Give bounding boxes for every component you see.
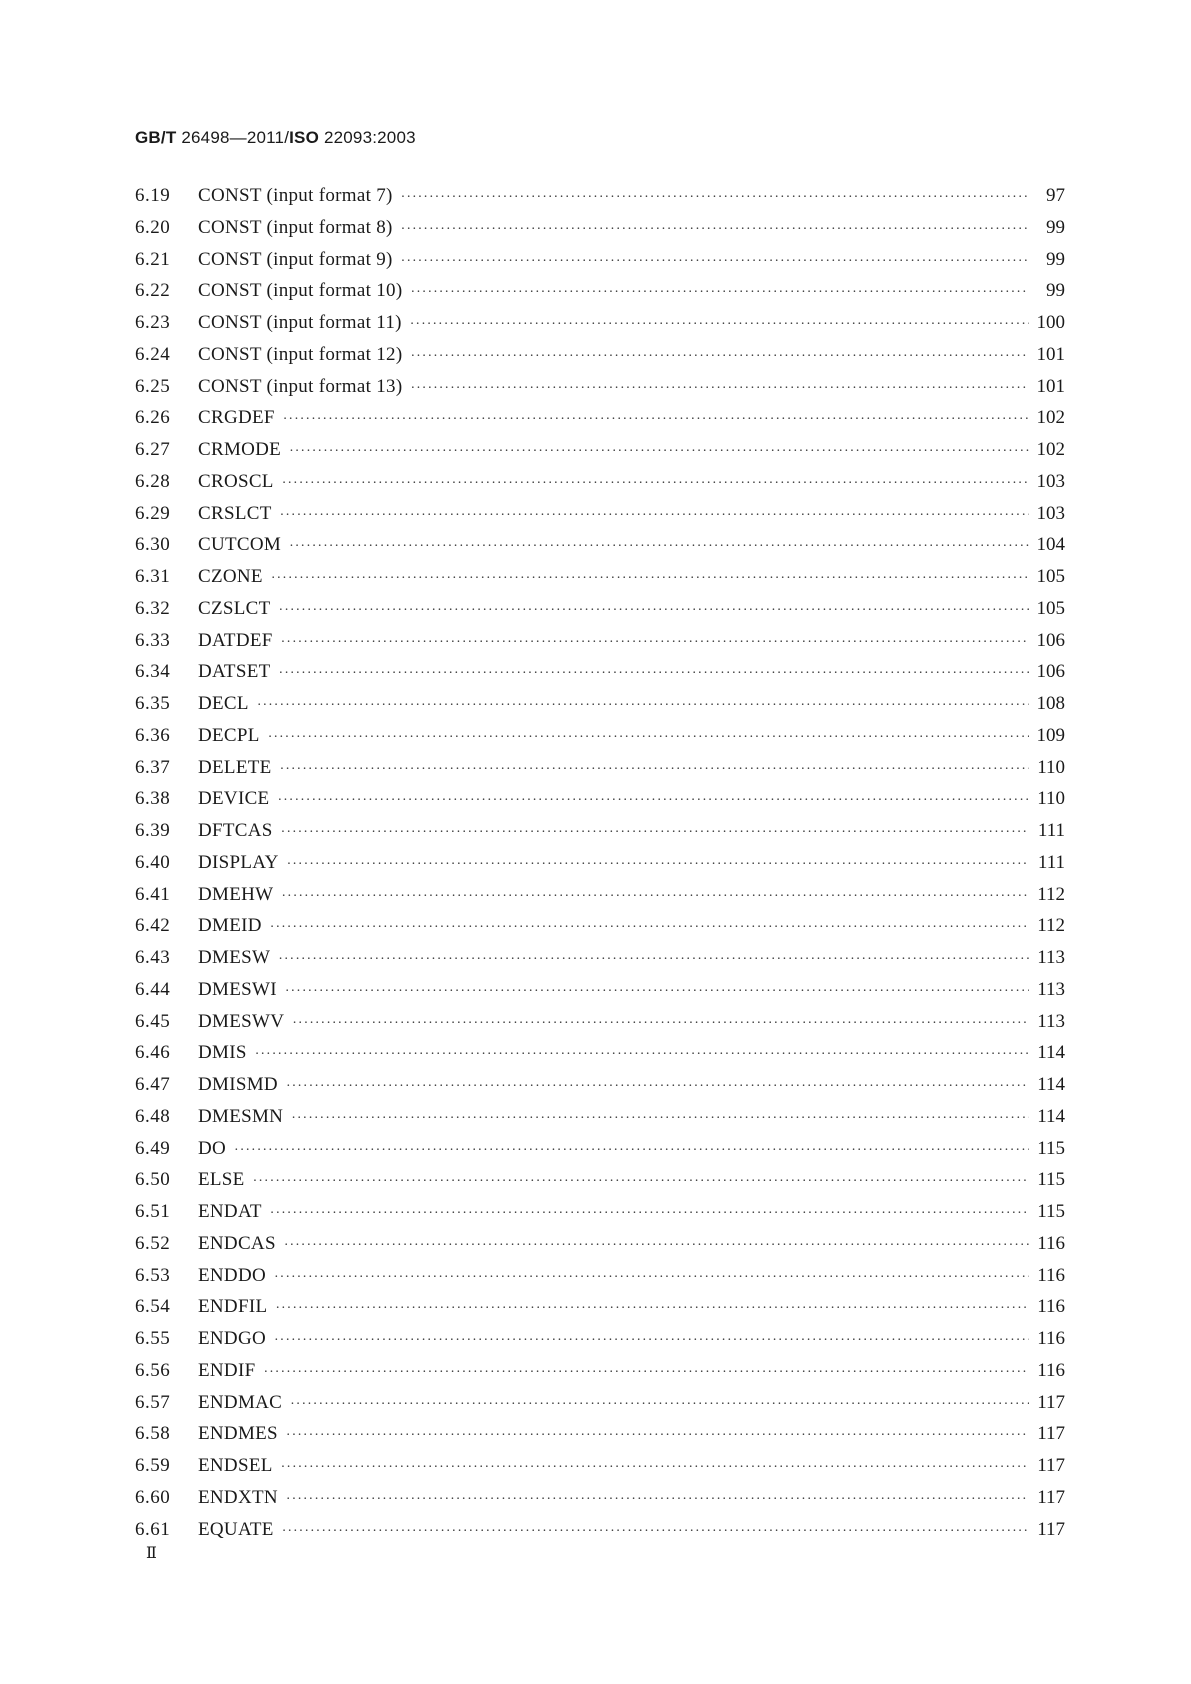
toc-entry-title: DMEID: [198, 915, 262, 937]
toc-dot-leader: [284, 1230, 1029, 1262]
toc-entry-page: 115: [1037, 1169, 1065, 1191]
toc-dot-leader: [270, 1198, 1029, 1230]
toc-entry-number: 6.23: [135, 312, 171, 333]
page-header: [135, 128, 416, 148]
toc-dot-leader: [271, 563, 1029, 595]
toc-entry-title: CRGDEF: [198, 407, 275, 429]
toc-entry-number: 6.54: [135, 1296, 171, 1318]
toc-entry[interactable]: [135, 1037, 1065, 1069]
toc-entry-page: 112: [1037, 915, 1065, 937]
toc-dot-leader: [281, 817, 1029, 849]
toc-entry-number: 6.61: [135, 1518, 171, 1540]
toc-entry-number: 6.59: [135, 1455, 171, 1476]
toc-entry-number: 6.27: [135, 439, 171, 460]
toc-entry-number: 6.33: [135, 629, 171, 651]
toc-entry-title: DMISMD: [198, 1074, 278, 1095]
toc-entry-page: 116: [1037, 1264, 1065, 1286]
toc-entry-page: 117: [1037, 1423, 1065, 1445]
toc-entry-page: 108: [1036, 693, 1065, 714]
toc-dot-leader: [278, 944, 1029, 976]
toc-entry[interactable]: [135, 371, 1065, 403]
toc-entry-title: DECL: [198, 693, 249, 714]
toc-dot-leader: [282, 1516, 1029, 1548]
toc-entry-number: 6.24: [135, 343, 171, 365]
toc-entry[interactable]: [135, 1418, 1065, 1450]
toc-entry-title: DFTCAS: [198, 820, 273, 841]
toc-entry-page: 117: [1037, 1391, 1065, 1413]
toc-entry-title: CROSCL: [198, 470, 274, 492]
toc-dot-leader: [282, 468, 1029, 500]
toc-entry-title: ENDCAS: [198, 1232, 276, 1254]
toc-entry-number: 6.53: [135, 1264, 171, 1286]
toc-entry-title: DELETE: [198, 756, 272, 778]
toc-entry-page: 113: [1037, 978, 1065, 1000]
toc-entry-title: CRSLCT: [198, 502, 272, 524]
toc-entry-title: DATDEF: [198, 629, 273, 651]
toc-dot-leader: [401, 214, 1029, 246]
toc-entry-page: 106: [1036, 629, 1065, 651]
toc-entry-title: ENDSEL: [198, 1455, 273, 1476]
toc-entry[interactable]: [135, 847, 1065, 879]
toc-entry[interactable]: [135, 529, 1065, 561]
toc-entry-page: 114: [1037, 1042, 1065, 1064]
toc-entry-number: 6.47: [135, 1074, 171, 1095]
toc-entry-number: 6.50: [135, 1169, 171, 1191]
toc-entry[interactable]: [135, 656, 1065, 688]
toc-entry-page: 110: [1037, 788, 1065, 810]
toc-entry-title: CONST (input format 11): [198, 312, 402, 333]
toc-dot-leader: [277, 785, 1029, 817]
toc-dot-leader: [268, 722, 1029, 754]
toc-dot-leader: [290, 1389, 1029, 1421]
toc-entry-number: 6.46: [135, 1042, 171, 1064]
toc-entry-page: 110: [1037, 756, 1065, 778]
toc-entry-number: 6.52: [135, 1232, 171, 1254]
toc-entry-number: 6.42: [135, 915, 171, 937]
toc-dot-leader: [280, 754, 1029, 786]
toc-entry-number: 6.58: [135, 1423, 171, 1445]
toc-entry-title: ENDGO: [198, 1328, 266, 1349]
toc-entry-page: 99: [1046, 280, 1065, 302]
toc-entry[interactable]: [135, 783, 1065, 815]
toc-entry-title: ENDMES: [198, 1423, 278, 1445]
toc-entry[interactable]: [135, 720, 1065, 752]
toc-entry-page: 117: [1037, 1486, 1065, 1508]
toc-entry-page: 117: [1037, 1518, 1065, 1540]
toc-entry-number: 6.43: [135, 947, 171, 968]
toc-entry-number: 6.25: [135, 375, 171, 397]
toc-dot-leader: [289, 531, 1028, 563]
toc-entry[interactable]: [135, 1164, 1065, 1196]
toc-entry[interactable]: [135, 1387, 1065, 1419]
toc-dot-leader: [280, 500, 1029, 532]
toc-entry[interactable]: [135, 1514, 1065, 1546]
toc-entry-page: 106: [1036, 661, 1065, 683]
toc-entry-number: 6.19: [135, 185, 171, 206]
toc-entry-number: 6.21: [135, 248, 171, 270]
toc-dot-leader: [410, 373, 1028, 405]
toc-entry-page: 114: [1037, 1074, 1065, 1095]
toc-entry[interactable]: [135, 815, 1065, 847]
toc-entry-title: CZONE: [198, 566, 263, 587]
toc-entry-number: 6.55: [135, 1328, 171, 1349]
toc-dot-leader: [410, 277, 1029, 309]
toc-entry-page: 116: [1037, 1296, 1065, 1318]
toc-entry[interactable]: [135, 1196, 1065, 1228]
toc-entry-page: 101: [1036, 375, 1065, 397]
toc-entry[interactable]: [135, 1450, 1065, 1482]
toc-entry[interactable]: [135, 752, 1065, 784]
toc-entry-page: 116: [1037, 1359, 1065, 1381]
toc-dot-leader: [263, 1357, 1029, 1389]
toc-dot-leader: [292, 1008, 1029, 1040]
toc-entry-title: EQUATE: [198, 1518, 274, 1540]
toc-entry-page: 111: [1037, 851, 1065, 873]
toc-entry-title: CUTCOM: [198, 534, 282, 556]
toc-entry-number: 6.49: [135, 1137, 171, 1159]
toc-entry-number: 6.40: [135, 851, 171, 873]
toc-dot-leader: [274, 1325, 1029, 1357]
toc-entry-page: 99: [1046, 216, 1065, 238]
toc-entry-number: 6.38: [135, 788, 171, 810]
toc-dot-leader: [255, 1039, 1029, 1071]
toc-entry-number: 6.30: [135, 534, 171, 556]
toc-dot-leader: [286, 1071, 1029, 1103]
toc-entry-page: 100: [1036, 312, 1065, 333]
toc-entry[interactable]: [135, 402, 1065, 434]
toc-dot-leader: [289, 436, 1028, 468]
toc-entry[interactable]: [135, 593, 1065, 625]
toc-dot-leader: [286, 1420, 1029, 1452]
toc-dot-leader: [281, 627, 1029, 659]
toc-entry-number: 6.57: [135, 1391, 171, 1413]
toc-dot-leader: [270, 912, 1029, 944]
toc-entry-number: 6.60: [135, 1486, 171, 1508]
toc-entry-title: DMESMN: [198, 1105, 284, 1127]
toc-entry[interactable]: [135, 498, 1065, 530]
toc-entry[interactable]: [135, 688, 1065, 720]
iso-prefix: ISO: [289, 128, 320, 147]
toc-entry-title: ENDAT: [198, 1201, 262, 1222]
toc-entry-number: 6.37: [135, 756, 171, 778]
toc-entry[interactable]: [135, 307, 1065, 339]
page-number: Ⅱ: [146, 1545, 157, 1562]
toc-entry-number: 6.48: [135, 1105, 171, 1127]
toc-entry-number: 6.51: [135, 1201, 171, 1222]
toc-entry-number: 6.39: [135, 820, 171, 841]
toc-entry-number: 6.29: [135, 502, 171, 524]
toc-entry-page: 114: [1037, 1105, 1065, 1127]
standard-prefix: GB/T: [135, 128, 177, 147]
toc-entry-page: 109: [1036, 724, 1065, 746]
toc-dot-leader: [274, 1262, 1029, 1294]
toc-entry-title: DECPL: [198, 724, 260, 746]
toc-dot-leader: [286, 1484, 1029, 1516]
toc-entry-page: 117: [1037, 1455, 1065, 1476]
toc-entry[interactable]: [135, 1355, 1065, 1387]
toc-entry[interactable]: [135, 1323, 1065, 1355]
toc-entry-number: 6.45: [135, 1010, 171, 1032]
toc-entry-title: ENDFIL: [198, 1296, 268, 1318]
toc-entry[interactable]: [135, 212, 1065, 244]
toc-entry-title: DISPLAY: [198, 851, 279, 873]
toc-entry[interactable]: [135, 1101, 1065, 1133]
toc-entry-page: 105: [1036, 566, 1065, 587]
toc-entry[interactable]: [135, 275, 1065, 307]
toc-entry-title: ENDIF: [198, 1359, 256, 1381]
toc-entry-page: 115: [1037, 1137, 1065, 1159]
toc-entry[interactable]: [135, 180, 1065, 212]
toc-entry-number: 6.41: [135, 883, 171, 905]
toc-entry-title: DATSET: [198, 661, 271, 683]
toc-entry-title: CRMODE: [198, 439, 282, 460]
toc-entry[interactable]: [135, 879, 1065, 911]
toc-entry-title: DO: [198, 1137, 227, 1159]
toc-dot-leader: [410, 341, 1028, 373]
toc-entry-title: DMEHW: [198, 883, 274, 905]
toc-entry-page: 113: [1037, 947, 1065, 968]
toc-entry-number: 6.22: [135, 280, 171, 302]
toc-dot-leader: [234, 1135, 1029, 1167]
toc-entry-title: DMESW: [198, 947, 271, 968]
toc-entry[interactable]: [135, 434, 1065, 466]
toc-entry-title: DMESWV: [198, 1010, 285, 1032]
toc-dot-leader: [281, 1452, 1029, 1484]
toc-dot-leader: [257, 690, 1029, 722]
toc-dot-leader: [291, 1103, 1029, 1135]
iso-number: 22093:2003: [323, 128, 416, 147]
toc-entry-page: 103: [1036, 502, 1065, 524]
toc-entry[interactable]: [135, 339, 1065, 371]
toc-entry-page: 115: [1037, 1201, 1065, 1222]
toc-entry[interactable]: [135, 244, 1065, 276]
toc-dot-leader: [279, 595, 1029, 627]
toc-entry[interactable]: [135, 1260, 1065, 1292]
toc-entry-title: CONST (input format 7): [198, 185, 393, 206]
toc-entry-number: 6.44: [135, 978, 171, 1000]
toc-entry-page: 116: [1037, 1328, 1065, 1349]
toc-entry-title: ENDMAC: [198, 1391, 283, 1413]
toc-dot-leader: [401, 182, 1029, 214]
toc-dot-leader: [283, 404, 1029, 436]
toc-entry-number: 6.36: [135, 724, 171, 746]
toc-entry[interactable]: [135, 942, 1065, 974]
toc-entry-page: 101: [1036, 343, 1065, 365]
toc-dot-leader: [287, 849, 1029, 881]
toc-entry-title: DEVICE: [198, 788, 270, 810]
toc-entry[interactable]: [135, 561, 1065, 593]
toc-entry-page: 103: [1036, 470, 1065, 492]
toc-entry-page: 102: [1036, 439, 1065, 460]
toc-entry-title: CONST (input format 10): [198, 280, 403, 302]
toc-entry-page: 111: [1037, 820, 1065, 841]
toc-entry-number: 6.35: [135, 693, 171, 714]
toc-entry[interactable]: [135, 910, 1065, 942]
toc-dot-leader: [401, 246, 1029, 278]
toc-entry-page: 99: [1046, 248, 1065, 270]
toc-entry[interactable]: [135, 1069, 1065, 1101]
toc-entry-page: 97: [1046, 185, 1065, 206]
toc-entry-number: 6.31: [135, 566, 171, 587]
toc-entry-page: 102: [1036, 407, 1065, 429]
toc-entry-number: 6.56: [135, 1359, 171, 1381]
toc-entry[interactable]: [135, 466, 1065, 498]
toc-entry-page: 104: [1036, 534, 1065, 556]
table-of-contents: [135, 180, 1065, 1545]
toc-entry-number: 6.32: [135, 597, 171, 619]
toc-dot-leader: [275, 1293, 1029, 1325]
toc-entry-title: ENDDO: [198, 1264, 266, 1286]
toc-dot-leader: [253, 1166, 1029, 1198]
toc-entry-number: 6.34: [135, 661, 171, 683]
toc-entry[interactable]: [135, 625, 1065, 657]
toc-entry-title: CZSLCT: [198, 597, 271, 619]
toc-entry[interactable]: [135, 1291, 1065, 1323]
toc-dot-leader: [279, 658, 1029, 690]
toc-entry-page: 116: [1037, 1232, 1065, 1254]
toc-entry-title: ENDXTN: [198, 1486, 278, 1508]
toc-entry[interactable]: [135, 1228, 1065, 1260]
toc-dot-leader: [285, 976, 1029, 1008]
toc-entry[interactable]: [135, 974, 1065, 1006]
toc-entry-title: CONST (input format 12): [198, 343, 403, 365]
toc-entry-title: ELSE: [198, 1169, 245, 1191]
toc-dot-leader: [281, 881, 1029, 913]
standard-number: 26498—2011/: [181, 128, 290, 147]
toc-entry[interactable]: [135, 1482, 1065, 1514]
toc-entry-title: CONST (input format 13): [198, 375, 403, 397]
toc-entry-title: DMIS: [198, 1042, 247, 1064]
toc-entry-page: 112: [1037, 883, 1065, 905]
toc-entry-page: 105: [1036, 597, 1065, 619]
toc-entry-title: DMESWI: [198, 978, 277, 1000]
toc-entry[interactable]: [135, 1133, 1065, 1165]
toc-dot-leader: [410, 309, 1029, 341]
toc-entry-number: 6.26: [135, 407, 171, 429]
toc-entry-title: CONST (input format 9): [198, 248, 393, 270]
toc-entry-number: 6.28: [135, 470, 171, 492]
toc-entry[interactable]: [135, 1006, 1065, 1038]
toc-entry-number: 6.20: [135, 216, 171, 238]
toc-entry-page: 113: [1037, 1010, 1065, 1032]
toc-entry-title: CONST (input format 8): [198, 216, 393, 238]
